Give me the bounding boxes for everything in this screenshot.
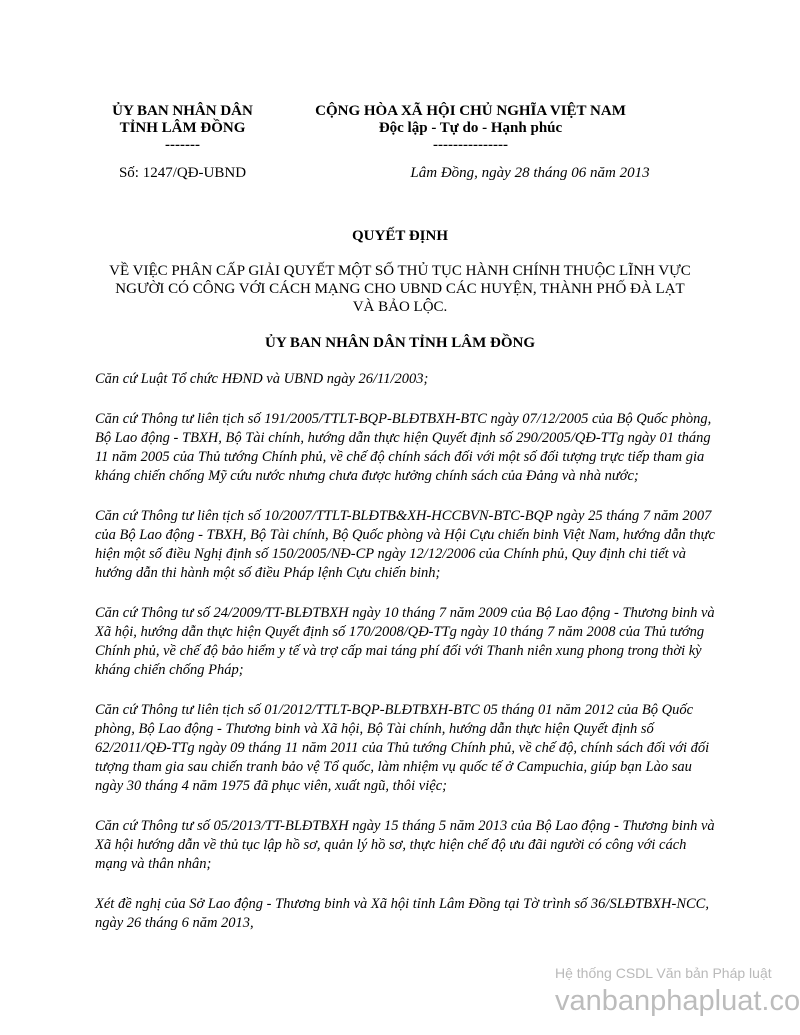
nation-motto: Độc lập - Tự do - Hạnh phúc bbox=[378, 120, 563, 136]
basis-paragraph: Căn cứ Luật Tổ chức HĐND và UBND ngày 26/11/2003; bbox=[95, 371, 429, 387]
basis-paragraph: Căn cứ Thông tư số 05/2013/TT-BLĐTBXH ngày 15 tháng 5 năm 2013 của Bộ Lao động - Thương binh và Xã hội hướng dẫn về thủ tục lập hồ sơ, quản lý hồ sơ, thực hiện chế độ ưu đãi người có công với cách mạng và thân nhân; bbox=[95, 818, 715, 872]
issuing-authority: ỦY BAN NHÂN DÂN TỈNH LÂM ĐỒNG bbox=[264, 335, 535, 351]
nation-separator: --------------- bbox=[433, 137, 508, 153]
agency-header bbox=[95, 103, 270, 154]
basis-paragraph: Xét đề nghị của Sở Lao động - Thương binh và Xã hội tỉnh Lâm Đồng tại Tờ trình số 36/SLĐTBXH-NCC, ngày 26 tháng 6 năm 2013, bbox=[95, 896, 709, 931]
basis-paragraph: Căn cứ Thông tư số 24/2009/TT-BLĐTBXH ngày 10 tháng 7 năm 2009 của Bộ Lao động - Thương binh và Xã hội, hướng dẫn thực hiện Quyết định số 170/2008/QĐ-TTg ngày 10 tháng 7 năm 2008 của Thủ tướng Chính phủ, về chế độ bảo hiểm y tế và trợ cấp mai táng phí đối với Thanh niên xung phong trong thời kỳ kháng chiến chống Pháp; bbox=[95, 605, 715, 678]
subject-line: NGƯỜI CÓ CÔNG VỚI CÁCH MẠNG CHO UBND CÁC HUYỆN, THÀNH PHỐ ĐÀ LẠT bbox=[115, 281, 685, 297]
nation-header bbox=[278, 103, 663, 154]
subject-line: VÀ BẢO LỘC. bbox=[352, 299, 448, 315]
agency-name-line2: TỈNH LÂM ĐỒNG bbox=[119, 120, 246, 136]
agency-name-line1: ỦY BAN NHÂN DÂN bbox=[112, 103, 253, 119]
document-subject bbox=[80, 262, 720, 316]
legal-basis bbox=[95, 370, 720, 954]
basis-paragraph: Căn cứ Thông tư liên tịch số 10/2007/TTLT-BLĐTB&XH-HCCBVN-BTC-BQP ngày 25 tháng 7 năm 2007 của Bộ Lao động - TBXH, Bộ Tài chính, Bộ Quốc phòng và Hội Cựu chiến binh Việt Nam, hướng dẫn thực hiện một số điều Nghị định số 150/2005/NĐ-CP ngày 12/12/2006 của Chính phủ, Quy định chi tiết và hướng dẫn thi hành một số điều Pháp lệnh Cựu chiến binh; bbox=[95, 508, 715, 581]
agency-separator: ------- bbox=[165, 137, 200, 153]
place-date: Lâm Đồng, ngày 28 tháng 06 năm 2013 bbox=[410, 165, 650, 181]
watermark-caption: Hệ thống CSDL Văn bản Pháp luật bbox=[555, 965, 772, 981]
document-number: Số: 1247/QĐ-UBND bbox=[118, 165, 247, 181]
nation-name: CỘNG HÒA XÃ HỘI CHỦ NGHĨA VIỆT NAM bbox=[315, 103, 626, 119]
subject-line: VỀ VIỆC PHÂN CẤP GIẢI QUYẾT MỘT SỐ THỦ TỤC HÀNH CHÍNH THUỘC LĨNH VỰC bbox=[109, 263, 691, 279]
basis-paragraph: Căn cứ Thông tư liên tịch số 191/2005/TTLT-BQP-BLĐTBXH-BTC ngày 07/12/2005 của Bộ Quốc phòng, Bộ Lao động - TBXH, Bộ Tài chính, hướng dẫn thực hiện Quyết định số 290/2005/QĐ-TTg ngày 01 tháng 11 năm 2005 của Thủ tướng Chính phủ, về chế độ chính sách đối với một số đối tượng trực tiếp tham gia kháng chiến chống Mỹ cứu nước nhưng chưa được hưởng chính sách của Đảng và nhà nước; bbox=[95, 411, 712, 484]
document-title: QUYẾT ĐỊNH bbox=[352, 228, 448, 244]
watermark-site: vanbanphapluat.co bbox=[555, 985, 800, 1017]
basis-paragraph: Căn cứ Thông tư liên tịch số 01/2012/TTLT-BQP-BLĐTBXH-BTC 05 tháng 01 năm 2012 của Bộ Quốc phòng, Bộ Lao động - Thương binh và Xã hội, Bộ Tài chính, hướng dẫn thực hiện Quyết định số 62/2011/QĐ-TTg ngày 09 tháng 11 năm 2011 của Thủ tướng Chính phủ, về chế độ, chính sách đối với đối tượng tham gia sau chiến tranh bảo vệ Tổ quốc, làm nhiệm vụ quốc tế ở Campuchia, giúp bạn Lào sau ngày 30 tháng 4 năm 1975 đã phục viên, xuất ngũ, thôi việc; bbox=[95, 702, 710, 794]
